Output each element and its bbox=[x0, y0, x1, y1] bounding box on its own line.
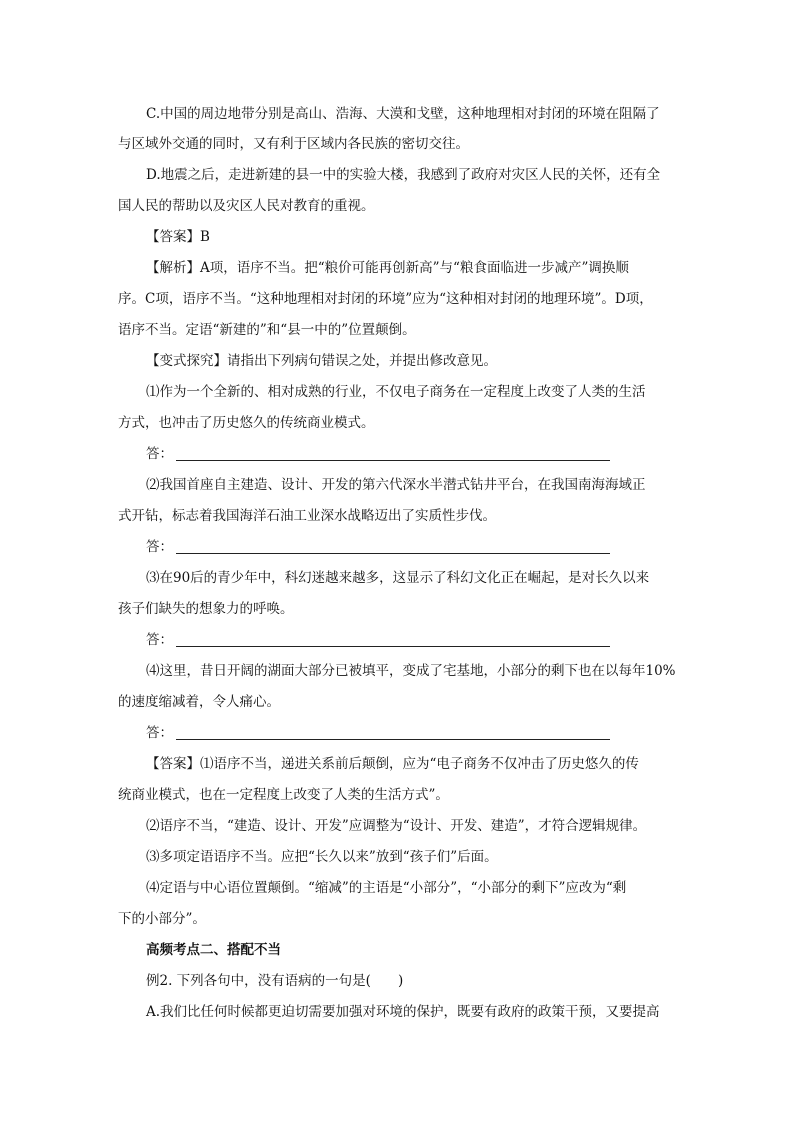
answer-label-1: 答： bbox=[146, 446, 173, 462]
section-heading: 高频考点二、搭配不当 bbox=[146, 942, 281, 958]
option-c-line-1: C.中国的周边地带分别是高山、浩海、大漠和戈壁，这种地理相对封闭的环境在阻隔了 bbox=[146, 106, 660, 122]
option-d-line-2: 国人民的帮助以及灾区人民对教育的重视。 bbox=[118, 198, 375, 214]
option-d-line-1: D.地震之后，走进新建的县一中的实验大楼，我感到了政府对灾区人民的关怀，还有全 bbox=[146, 167, 661, 183]
answer-2-line-3: ⑵语序不当，“建造、设计、开发”应调整为“设计、开发、建造”，才符合逻辑规律。 bbox=[146, 818, 647, 834]
answer-label-4: 答： bbox=[146, 725, 173, 741]
explanation-line-1: 【解析】A项，语序不当。把“粮价可能再创新高”与“粮食面临进一步减产”调换顺 bbox=[146, 260, 629, 276]
explanation-line-2: 序。C项，语序不当。“这种地理相对封闭的环境”应为“这种相对封闭的地理环境”。D项， bbox=[118, 291, 653, 307]
answer-1: 【答案】B bbox=[146, 229, 210, 245]
question-4-line-2: 的速度缩减着，令人痛心。 bbox=[118, 694, 280, 710]
answer-2-line-1: 【答案】⑴语序不当，递进关系前后颠倒，应为“电子商务不仅冲击了历史悠久的传 bbox=[146, 756, 639, 772]
answer-label-2: 答： bbox=[146, 539, 173, 555]
question-1-line-1: ⑴作为一个全新的、相对成熟的行业，不仅电子商务在一定程度上改变了人类的生活 bbox=[146, 384, 646, 400]
answer-blank-1[interactable] bbox=[176, 460, 610, 461]
question-1-line-2: 方式，也冲击了历史悠久的传统商业模式。 bbox=[118, 415, 375, 431]
variant-exploration: 【变式探究】请指出下列病句错误之处，并提出修改意见。 bbox=[146, 353, 497, 369]
option-c-line-2: 与区域外交通的同时，又有利于区域内各民族的密切交往。 bbox=[118, 136, 469, 152]
explanation-line-3: 语序不当。定语“新建的”和“县一中的”位置颠倒。 bbox=[118, 322, 416, 338]
question-2-line-1: ⑵我国首座自主建造、设计、开发的第六代深水半潜式钻井平台，在我国南海海域正 bbox=[146, 477, 646, 493]
answer-2-line-4: ⑶多项定语语序不当。应把“长久以来”放到“孩子们”后面。 bbox=[146, 849, 498, 865]
example-2-option-a: A.我们比任何时候都更迫切需要加强对环境的保护，既要有政府的政策干预，又要提高 bbox=[146, 1004, 660, 1020]
question-2-line-2: 式开钻，标志着我国海洋石油工业深水战略迈出了实质性步伐。 bbox=[118, 508, 496, 524]
answer-blank-3[interactable] bbox=[176, 646, 610, 647]
question-3-line-1: ⑶在90后的青少年中，科幻迷越来越多，这显示了科幻文化正在崛起，是对长久以来 bbox=[146, 570, 650, 586]
question-4-line-1: ⑷这里，昔日开阔的湖面大部分已被填平，变成了宅基地，小部分的剩下也在以每年10% bbox=[146, 663, 676, 679]
question-3-line-2: 孩子们缺失的想象力的呼唤。 bbox=[118, 601, 294, 617]
example-2-prompt: 例2. 下列各句中，没有语病的一句是( ) bbox=[146, 973, 404, 989]
answer-2-line-5: ⑷定语与中心语位置颠倒。“缩减”的主语是“小部分”，“小部分的剩下”应改为“剩 bbox=[146, 880, 627, 896]
answer-2-line-2: 统商业模式，也在一定程度上改变了人类的生活方式”。 bbox=[118, 787, 449, 803]
answer-2-line-6: 下的小部分”。 bbox=[118, 911, 206, 927]
answer-blank-4[interactable] bbox=[176, 739, 610, 740]
answer-label-3: 答： bbox=[146, 632, 173, 648]
answer-blank-2[interactable] bbox=[176, 553, 610, 554]
